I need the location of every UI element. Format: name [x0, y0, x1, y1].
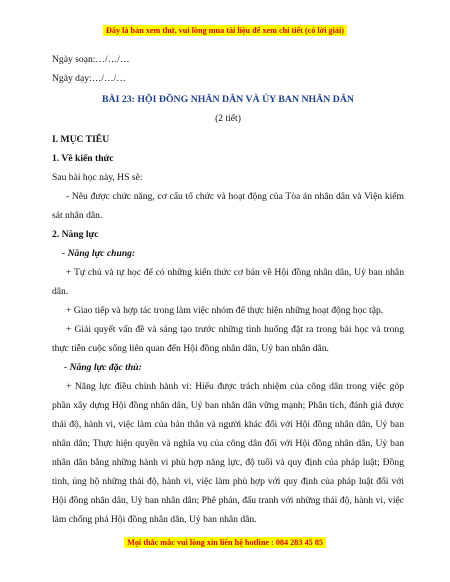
intro-text: Sau bài học này, HS sẽ:: [52, 172, 143, 183]
section-heading-objectives: I. MỤC TIÊU: [52, 134, 110, 145]
general-competence-heading: - Năng lực chung:: [62, 248, 136, 259]
prep-date: Ngày soạn:…/…/…: [52, 54, 130, 65]
specific-competence-heading: - Năng lực đặc thù:: [64, 362, 142, 373]
general-competence-item-1: + Tự chủ và tự học để có những kiến thức cơ bản về Hội đồng nhân dân, Uỷ ban nhân dân.: [52, 267, 404, 297]
subsection-heading-knowledge: 1. Về kiến thức: [52, 153, 114, 164]
general-competence-item-3: + Giải quyết vấn đề và sáng tạo trước những tình huống đặt ra trong bài học và trong thực tiễn cuộc sống liên quan đến Hội đồng nhân dân, Uỷ ban nhân dân.: [52, 324, 404, 354]
preview-notice-banner: Đây là bản xem thử, vui lòng mua tài liệu để xem chi tiết (có lời giải): [103, 25, 347, 36]
document-body: [52, 50, 404, 529]
specific-competence-item-1: + Năng lực điều chỉnh hành vi: Hiểu được trách nhiệm của công dân trong việc góp phần xây dựng Hội đồng nhân dân, Uỷ ban nhân dân vững mạnh; Phân tích, đánh giá được thái độ, hành vi, việc làm của bản thân và người khác đối với Hội đồng nhân dân, Uỷ ban nhân dân; Thực hiện quyền và nghĩa vụ của công dân đối với Hội đồng nhân dân, Uỷ ban nhân dân bằng những hành vi phù hợp năng lực, độ tuổi và quy định của pháp luật; Đồng tình, ủng hộ những thái độ, hành vi, việc làm phù hợp với quy định của pháp luật đối với Hội đồng nhân dân, Uỷ ban nhân dân; Phê phán, đấu tranh với những thái độ, hành vi, việc làm chống phá Hội đồng nhân dân, Uỷ ban nhân dân.: [52, 381, 404, 525]
lesson-duration: (2 tiết): [215, 113, 241, 124]
hotline-footer-banner: Mọi thắc mắc vui lòng xin liên hệ hotline : 084 283 45 85: [124, 537, 326, 548]
knowledge-paragraph: - Nêu được chức năng, cơ cấu tổ chức và hoạt động của Tòa án nhân dân và Viện kiểm sát nhân dân.: [52, 191, 404, 221]
general-competence-item-2: + Giao tiếp và hợp tác trong làm việc nhóm để thực hiện những hoạt động học tập.: [66, 305, 384, 316]
teaching-date: Ngày dạy:…/…/…: [52, 73, 126, 84]
subsection-heading-competence: 2. Năng lực: [52, 229, 99, 240]
lesson-title: BÀI 23: HỘI ĐỒNG NHÂN DÂN VÀ ỦY BAN NHÂN DÂN: [101, 94, 354, 105]
